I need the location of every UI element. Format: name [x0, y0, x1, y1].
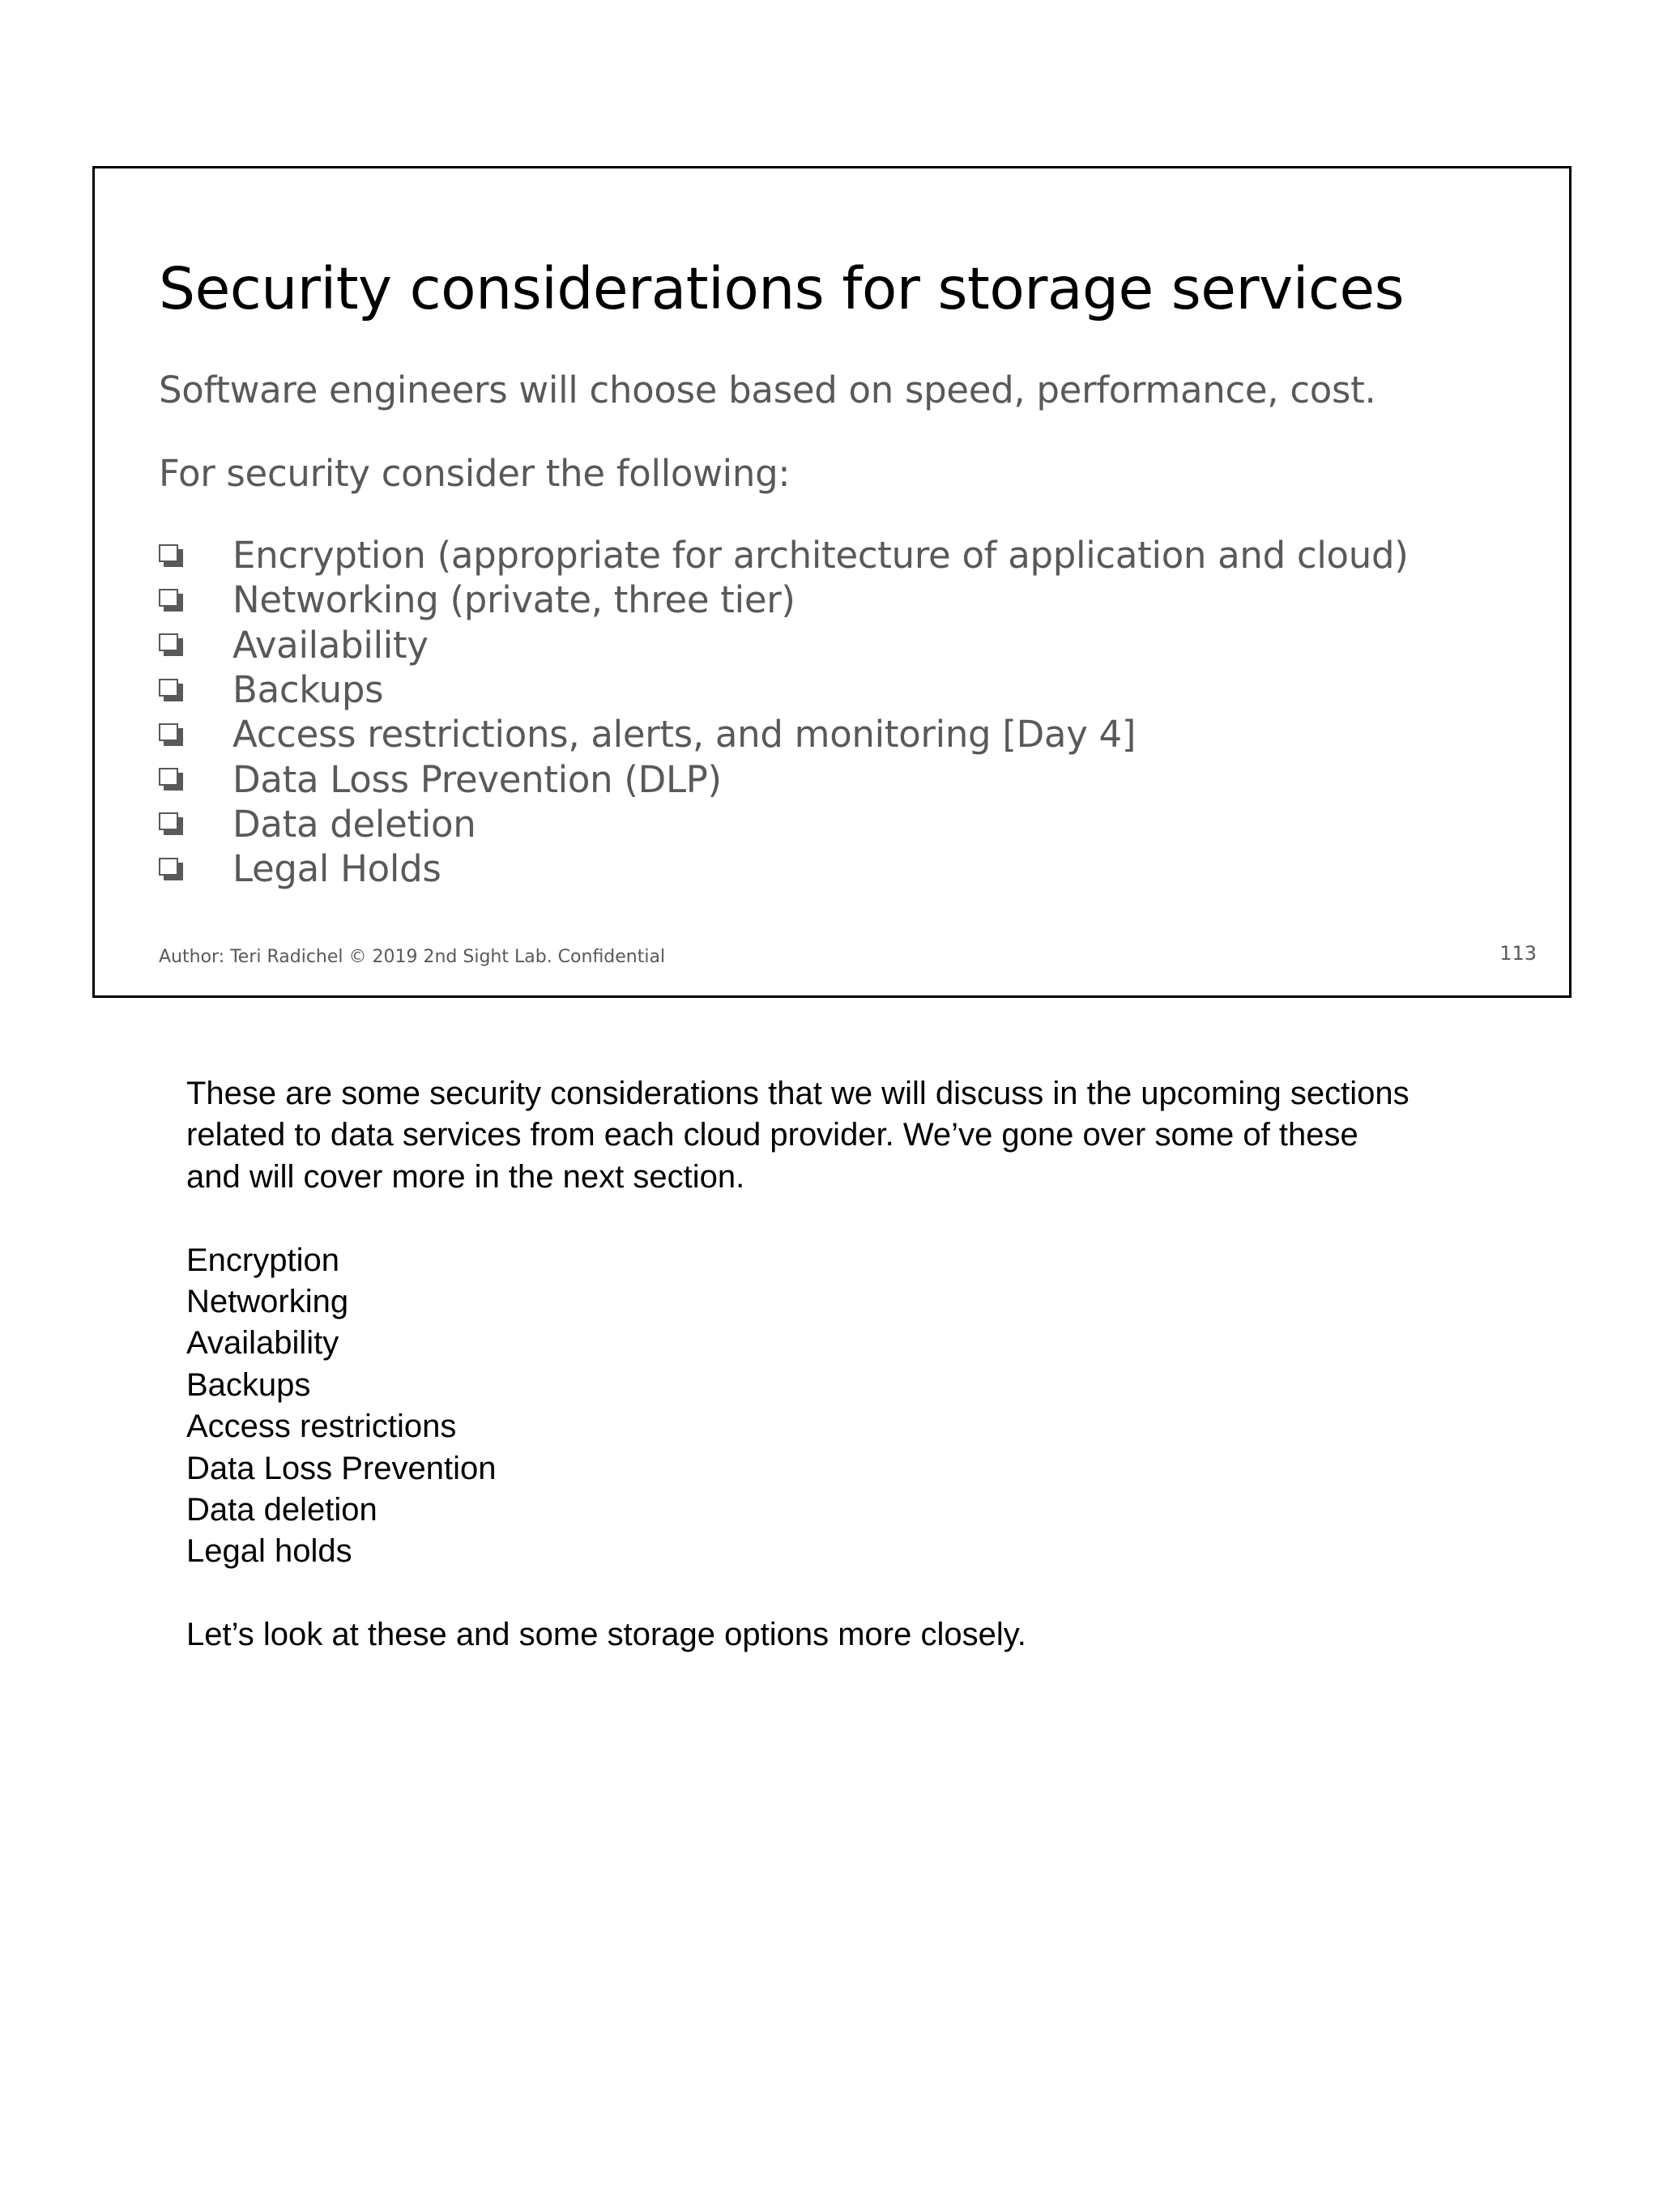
notes-spacer [186, 1573, 1499, 1614]
bullet-item [159, 757, 1409, 801]
bullet-item [159, 712, 1409, 757]
notes-intro-line: related to data services from each cloud provider. We’ve gone over some of these [186, 1117, 1358, 1153]
bullet-text: Availability [232, 623, 429, 667]
checkbox-bullet-icon [159, 679, 183, 701]
notes-intro-line: and will cover more in the next section. [186, 1158, 745, 1195]
bullet-text: Networking (private, three tier) [232, 578, 795, 622]
bullet-text: Access restrictions, alerts, and monitoring [Day 4] [232, 713, 1137, 757]
notes-closing: Let’s look at these and some storage options more closely. [186, 1617, 1026, 1653]
bullet-text: Data deletion [232, 802, 476, 846]
slide-frame [92, 166, 1572, 998]
notes-list-item: Access restrictions [186, 1409, 457, 1445]
bullet-item [159, 846, 1409, 891]
checkbox-bullet-icon [159, 768, 183, 791]
checkbox-bullet-icon [159, 812, 183, 835]
notes-list-item: Encryption [186, 1242, 339, 1278]
slide-subtitle-speed: Software engineers will choose based on speed, performance, cost. [159, 369, 1376, 411]
bullet-item [159, 802, 1409, 846]
checkbox-bullet-icon [159, 723, 183, 746]
notes-intro-line: These are some security considerations that we will discuss in the upcoming sections [186, 1076, 1410, 1111]
checkbox-bullet-icon [159, 589, 183, 612]
checkbox-bullet-icon [159, 858, 183, 880]
notes-list-item: Backups [186, 1366, 311, 1403]
bullet-text: Encryption (appropriate for architecture of application and cloud) [232, 534, 1409, 578]
bullet-text: Legal Holds [232, 847, 441, 891]
slide-page-number: 113 [1499, 942, 1537, 965]
notes-list-item: Networking [186, 1284, 349, 1320]
bullet-item [159, 623, 1409, 667]
slide-title: Security considerations for storage services [159, 255, 1405, 322]
notes-list-item: Availability [186, 1325, 339, 1362]
bullet-item [159, 533, 1409, 578]
bullet-text: Backups [232, 668, 384, 712]
security-bullet-list [159, 533, 1409, 891]
speaker-notes [186, 1073, 1499, 1656]
bullet-item [159, 667, 1409, 712]
notes-list-item: Data deletion [186, 1492, 377, 1528]
notes-spacer [186, 1198, 1499, 1239]
notes-list-item: Legal holds [186, 1533, 352, 1570]
bullet-text: Data Loss Prevention (DLP) [232, 757, 722, 801]
checkbox-bullet-icon [159, 633, 183, 656]
slide-subtitle-security: For security consider the following: [159, 452, 791, 495]
checkbox-bullet-icon [159, 544, 183, 567]
bullet-item [159, 578, 1409, 622]
slide-footer: Author: Teri Radichel © 2019 2nd Sight Lab. Confidential [159, 947, 666, 967]
notes-list-item: Data Loss Prevention [186, 1450, 497, 1486]
